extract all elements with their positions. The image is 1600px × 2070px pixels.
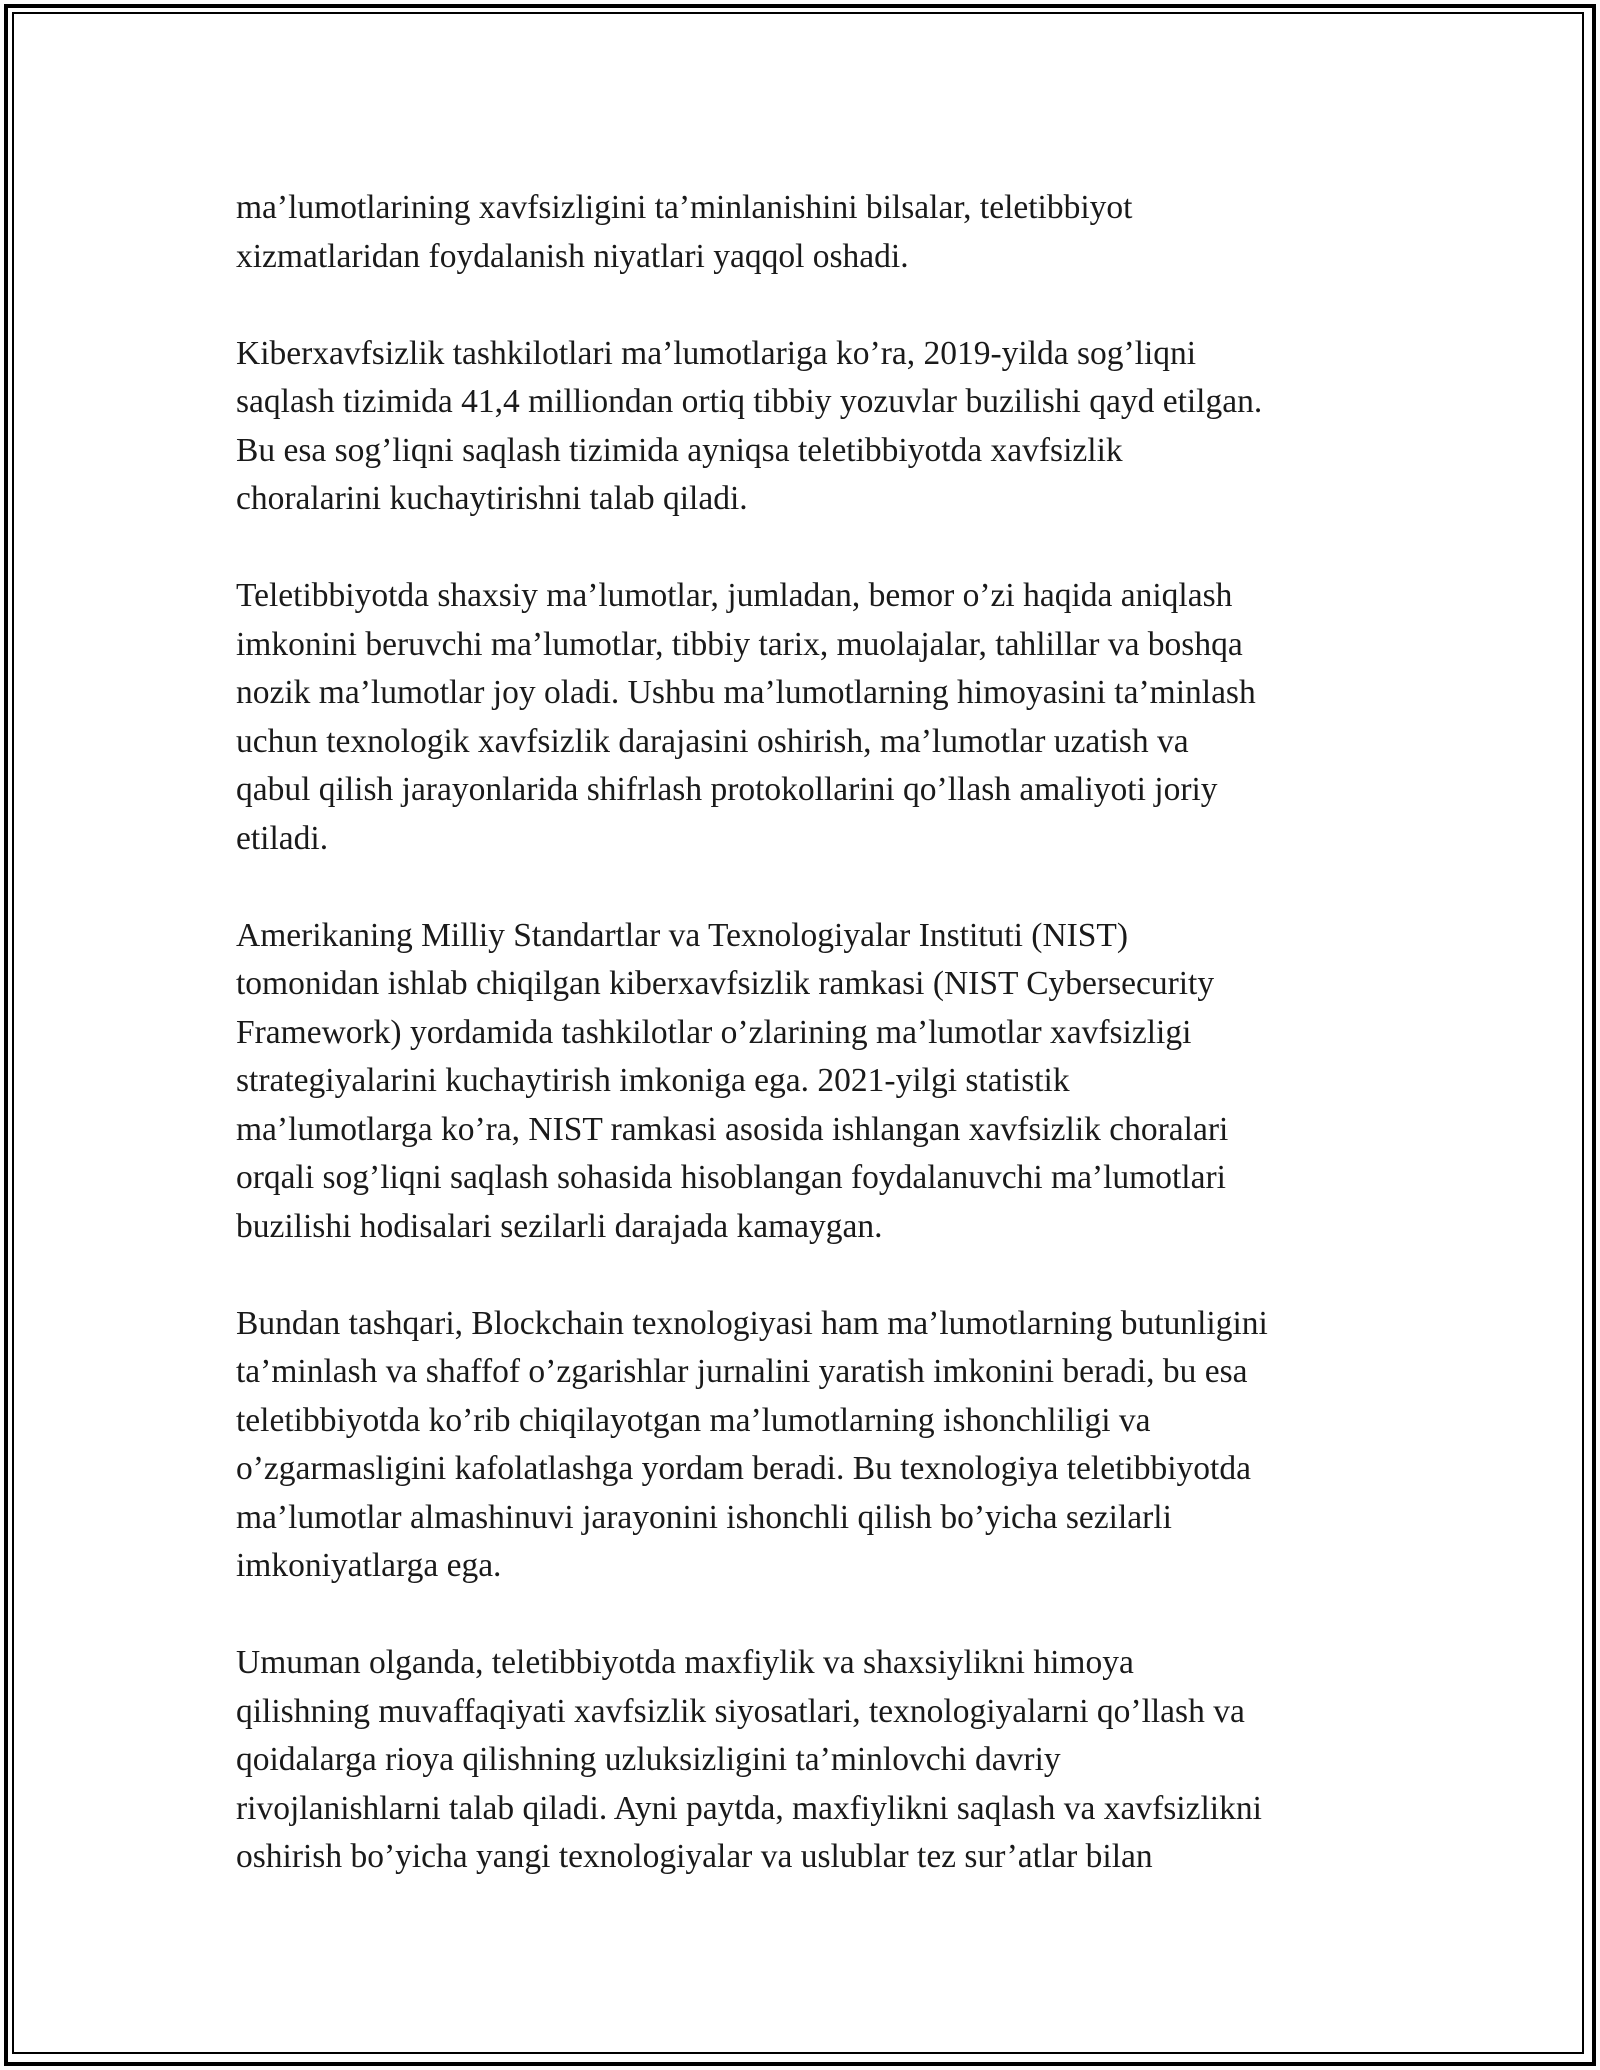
text-line: orqali sog’liqni saqlash sohasida hisoblangan foydalanuvchi ma’lumotlari bbox=[236, 1159, 1226, 1196]
document-body bbox=[236, 184, 1386, 1930]
text-line: saqlash tizimida 41,4 milliondan ortiq tibbiy yozuvlar buzilishi qayd etilgan. bbox=[236, 383, 1263, 420]
text-line: Framework) yordamida tashkilotlar o’zlarining ma’lumotlar xavfsizligi bbox=[236, 1013, 1192, 1051]
paragraph-1 bbox=[236, 184, 1386, 281]
paragraph-4 bbox=[236, 912, 1386, 1252]
text-line: rivojlanishlarni talab qiladi. Ayni paytda, maxfiylikni saqlash va xavfsizlikni bbox=[236, 1789, 1262, 1827]
text-line: Amerikaning Milliy Standartlar va Texnologiyalar Instituti (NIST) bbox=[236, 916, 1129, 954]
text-line: etiladi. bbox=[236, 819, 329, 857]
text-line: ma’lumotlarining xavfsizligini ta’minlanishini bilsalar, teletibbiyot bbox=[236, 189, 1133, 226]
paragraph-3 bbox=[236, 572, 1386, 863]
text-line: uchun texnologik xavfsizlik darajasini oshirish, ma’lumotlar uzatish va bbox=[236, 722, 1189, 760]
text-line: choralarini kuchaytirishni talab qiladi. bbox=[236, 480, 748, 517]
text-line: Kiberxavfsizlik tashkilotlari ma’lumotlariga ko’ra, 2019-yilda sog’liqni bbox=[236, 334, 1197, 372]
paragraph-2 bbox=[236, 330, 1386, 524]
text-line: xizmatlaridan foydalanish niyatlari yaqqol oshadi. bbox=[236, 237, 909, 275]
text-line: buzilishi hodisalari sezilarli darajada kamaygan. bbox=[236, 1207, 883, 1245]
text-line: Bu esa sog’liqni saqlash tizimida ayniqsa teletibbiyotda xavfsizlik bbox=[236, 431, 1123, 469]
text-line: qoidalarga rioya qilishning uzluksizligini ta’minlovchi davriy bbox=[236, 1741, 1061, 1778]
text-line: Umuman olganda, teletibbiyotda maxfiylik va shaxsiylikni himoya bbox=[236, 1644, 1134, 1681]
text-line: strategiyalarini kuchaytirish imkoniga ega. 2021-yilgi statistik bbox=[236, 1062, 1070, 1099]
text-line: imkonini beruvchi ma’lumotlar, tibbiy tarix, muolajalar, tahlillar va boshqa bbox=[236, 625, 1243, 663]
text-line: tomonidan ishlab chiqilgan kiberxavfsizlik ramkasi (NIST Cybersecurity bbox=[236, 965, 1215, 1002]
text-line: o’zgarmasligini kafolatlashga yordam beradi. Bu texnologiya teletibbiyotda bbox=[236, 1450, 1251, 1487]
text-line: Teletibbiyotda shaxsiy ma’lumotlar, jumladan, bemor o’zi haqida aniqlash bbox=[236, 577, 1233, 614]
text-line: ma’lumotlar almashinuvi jarayonini ishonchli qilish bo’yicha sezilarli bbox=[236, 1498, 1172, 1536]
paragraph-6 bbox=[236, 1639, 1386, 1882]
text-line: qabul qilish jarayonlarida shifrlash protokollarini qo’llash amaliyoti joriy bbox=[236, 771, 1218, 808]
text-line: nozik ma’lumotlar joy oladi. Ushbu ma’lumotlarning himoyasini ta’minlash bbox=[236, 674, 1256, 711]
paragraph-5 bbox=[236, 1300, 1386, 1591]
text-line: imkoniyatlarga ega. bbox=[236, 1547, 502, 1584]
text-line: oshirish bo’yicha yangi texnologiyalar va uslublar tez sur’atlar bilan bbox=[236, 1838, 1153, 1875]
text-line: teletibbiyotda ko’rib chiqilayotgan ma’lumotlarning ishonchliligi va bbox=[236, 1401, 1151, 1439]
text-line: ta’minlash va shaffof o’zgarishlar jurnalini yaratish imkonini beradi, bu esa bbox=[236, 1353, 1248, 1390]
text-line: ma’lumotlarga ko’ra, NIST ramkasi asosida ishlangan xavfsizlik choralari bbox=[236, 1110, 1229, 1148]
text-line: Bundan tashqari, Blockchain texnologiyasi ham ma’lumotlarning butunligini bbox=[236, 1304, 1268, 1342]
text-line: qilishning muvaffaqiyati xavfsizlik siyosatlari, texnologiyalarni qo’llash va bbox=[236, 1692, 1245, 1730]
